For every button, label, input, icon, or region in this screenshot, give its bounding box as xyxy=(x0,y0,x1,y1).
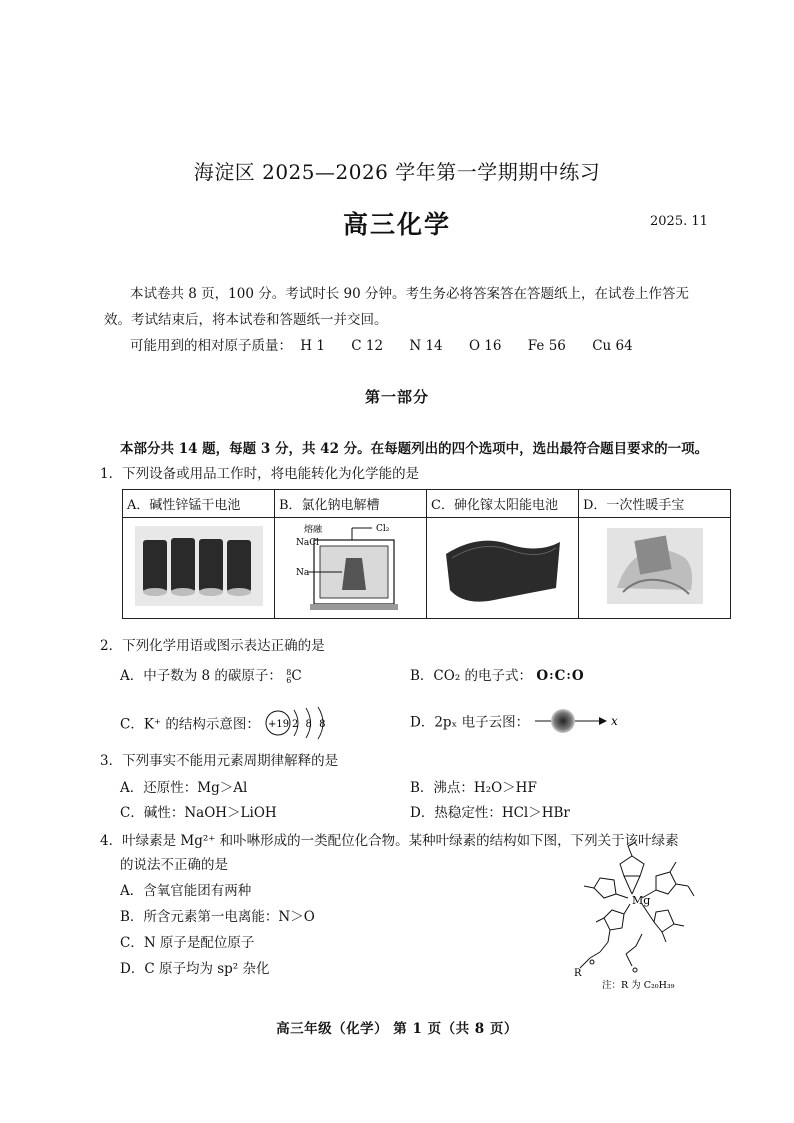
melt-label: 熔融 xyxy=(303,525,322,535)
exam-date: 2025. 11 xyxy=(650,214,708,229)
electrolysis-cell-diagram xyxy=(286,518,416,614)
na-label: Na xyxy=(295,568,309,578)
page-footer: 高三年级（化学） 第 1 页（共 8 页） xyxy=(276,1021,518,1037)
q4-option-b[interactable]: B．所含元素第一电离能：N＞O xyxy=(120,909,315,925)
q4-option-a[interactable]: A．含氧官能团有两种 xyxy=(120,883,252,899)
q4-option-d[interactable]: D．C 原子均为 sp² 杂化 xyxy=(120,961,270,977)
r-group-label: R xyxy=(574,968,582,979)
masses-label: 可能用到的相对原子质量： xyxy=(130,338,292,354)
q3-option-d[interactable]: D．热稳定性：HCl＞HBr xyxy=(410,805,570,821)
q2-stem: 2．下列化学用语或图示表达正确的是 xyxy=(100,638,325,654)
part-title: 第一部分 xyxy=(364,388,429,406)
k-ion-diagram xyxy=(264,706,338,744)
q2-d-label: D．2pₓ 电子云图： xyxy=(410,714,530,731)
mass-item: H 1 xyxy=(300,338,325,354)
mass-item: O 16 xyxy=(468,338,502,354)
mass-item: C 12 xyxy=(351,338,384,354)
x-axis-label: x xyxy=(611,714,619,728)
mass-item: Cu 64 xyxy=(592,338,633,354)
batteries-image xyxy=(135,526,263,606)
q2-option-c[interactable] xyxy=(120,706,338,744)
q3-stem: 3．下列事实不能用元素周期律解释的是 xyxy=(100,753,339,769)
q2-option-d[interactable] xyxy=(410,706,619,740)
subject-title: 高三化学 xyxy=(342,210,451,239)
q2-b-label: B．CO₂ 的电子式： xyxy=(410,668,533,684)
q2-a-label: A．中子数为 8 的碳原子： xyxy=(120,668,282,684)
q1-options-table xyxy=(122,489,731,619)
q3-option-c[interactable]: C．碱性：NaOH＞LiOH xyxy=(120,805,277,821)
exam-title: 海淀区 2025—2026 学年第一学期期中练习 xyxy=(193,160,601,184)
q2-option-b[interactable] xyxy=(410,664,585,684)
q4-stem-line1: 4．叶绿素是 Mg²⁺ 和卟啉形成的一类配位化合物。某种叶绿素的结构如下图，下列关于该叶绿素 xyxy=(100,833,679,849)
shell-electrons: 2 8 8 xyxy=(292,719,328,730)
q1-option-d[interactable]: D．一次性暖手宝 xyxy=(579,490,731,518)
p-orbital-diagram xyxy=(533,706,619,740)
mg-label: Mg xyxy=(632,894,651,907)
q1-image-c xyxy=(427,518,579,619)
q4-stem-line2: 的说法不正确的是 xyxy=(120,857,228,873)
q1-image-d xyxy=(579,518,731,619)
q1-option-a[interactable]: A．碱性锌锰干电池 xyxy=(123,490,275,518)
mass-item: N 14 xyxy=(409,338,443,354)
atomic-masses xyxy=(130,334,655,354)
q1-option-c[interactable]: C．砷化镓太阳能电池 xyxy=(427,490,579,518)
part-intro: 本部分共 14 题，每题 3 分，共 42 分。在每题列出的四个选项中，选出最符合题目要求的一项。 xyxy=(120,441,709,457)
q2-c-label: C．K⁺ 的结构示意图： xyxy=(120,716,260,733)
cl2-label: Cl₂ xyxy=(375,524,389,534)
q1-stem: 1．下列设备或用品工作时，将电能转化为化学能的是 xyxy=(100,466,420,482)
nacl-label: NaCl xyxy=(295,538,319,548)
atomic-number: 6 xyxy=(286,675,292,685)
chlorophyll-structure xyxy=(570,842,710,996)
q1-image-a xyxy=(123,518,275,619)
co2-lewis-structure: O꞉C꞉O xyxy=(536,668,585,684)
q1-option-b[interactable]: B．氯化钠电解槽 xyxy=(275,490,427,518)
carbon-symbol: C xyxy=(291,668,302,684)
q3-option-b[interactable]: B．沸点：H₂O＞HF xyxy=(410,780,537,796)
solar-cell-image xyxy=(438,524,568,608)
q4-option-c[interactable]: C．N 原子是配位原子 xyxy=(120,935,255,951)
exam-notice: 本试卷共 8 页，100 分。考试时长 90 分钟。考生务必将答案答在答题纸上，在试卷上作答无效。考试结束后，将本试卷和答题纸一并交回。 xyxy=(104,286,689,328)
q3-option-a[interactable]: A．还原性：Mg＞Al xyxy=(120,780,248,796)
mass-number: 8 xyxy=(286,667,292,677)
hand-warmer-image xyxy=(607,528,703,604)
r-group-note: 注：R 为 C₂₀H₃₉ xyxy=(602,980,675,991)
mass-item: Fe 56 xyxy=(527,338,566,354)
q2-option-a[interactable] xyxy=(120,664,302,685)
nucleus-charge: +19 xyxy=(268,719,290,730)
q1-image-b xyxy=(275,518,427,619)
